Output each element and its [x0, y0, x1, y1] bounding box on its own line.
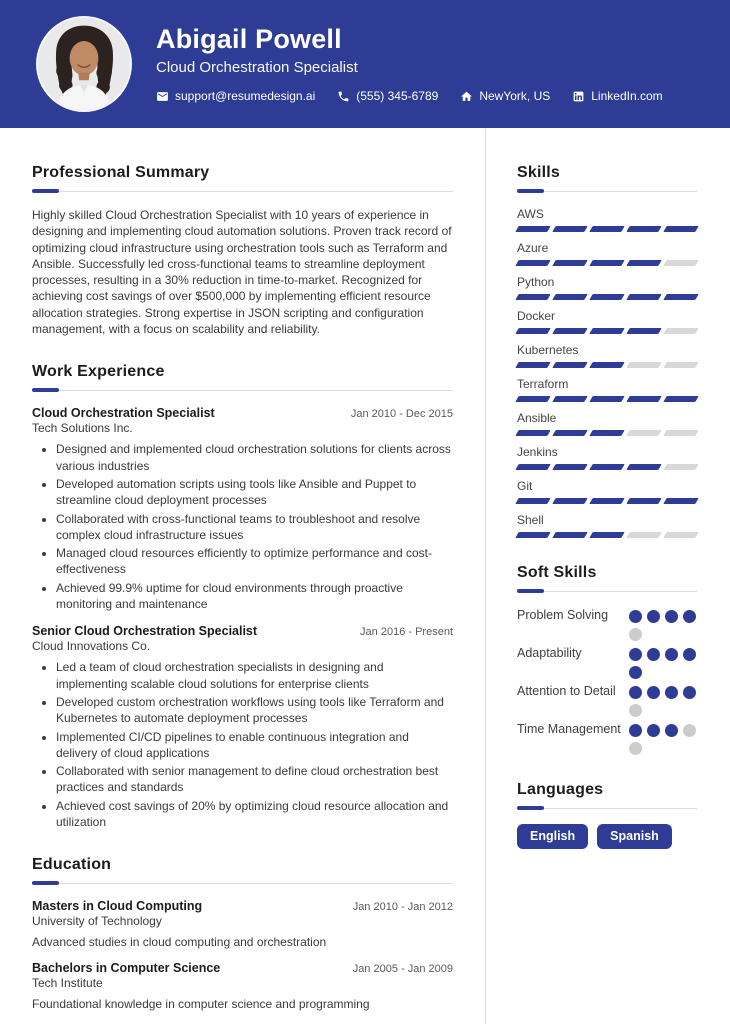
right-column: [485, 128, 730, 1024]
soft-skill-dots: [629, 645, 697, 679]
skill-bar-segment: [515, 396, 550, 402]
soft-skill-item: [517, 721, 697, 755]
contact-item[interactable]: [572, 89, 662, 103]
skill-bar-segment: [589, 362, 624, 368]
summary-text: Highly skilled Cloud Orchestration Specialist with 10 years of experience in designing and implementing cloud automation solutions. Proven track record of optimizing cloud infrastructure using orchestration tools such as Terraform and Ansible. Successfully led cross-functional teams to streamline deployment processes, resulting in a 30% reduction in time-to-market. Recognized for achieving cost savings of over $500,000 by implementing efficient resource allocation strategies. Strong expertise in JSON scripting and configuration management, with a focus on scalability and reliability.: [32, 208, 452, 337]
soft-skill-dots: [629, 683, 697, 717]
skill-level-bar: [517, 498, 697, 504]
soft-skill-dots: [629, 607, 697, 641]
soft-skill-dot: [629, 610, 642, 623]
language-badges: [517, 824, 697, 849]
soft-skill-dot: [683, 648, 696, 661]
skill-bar-segment: [515, 328, 550, 334]
skill-bar-segment: [589, 260, 624, 266]
skill-bar-segment: [552, 498, 587, 504]
soft-skill-name: Problem Solving: [517, 608, 609, 622]
skills-section: [517, 164, 697, 538]
skill-bar-segment: [589, 226, 624, 232]
skill-bar-segment: [663, 396, 698, 402]
language-badge: Spanish: [597, 824, 672, 849]
skill-bar-segment: [515, 294, 550, 300]
skill-name: AWS: [517, 207, 544, 221]
contact-row: [156, 89, 663, 103]
skill-bar-segment: [663, 532, 698, 538]
skill-name: Kubernetes: [517, 343, 579, 357]
section-divider: [32, 189, 453, 194]
experience-heading: Work Experience: [32, 363, 165, 381]
job-date: Jan 2010 - Dec 2015: [350, 408, 453, 421]
soft-skills-section: [517, 564, 697, 755]
left-column: [0, 128, 485, 1024]
skill-bar-segment: [515, 362, 550, 368]
skill-item: [517, 411, 697, 436]
job-header: [32, 406, 453, 420]
skill-name: Jenkins: [517, 445, 558, 459]
skill-bar-segment: [626, 294, 661, 300]
job-bullet: • Developed custom orchestration workflows using tools like Terraform and Kubernetes to automate deployment processes: [56, 694, 453, 727]
skill-level-bar: [517, 226, 697, 232]
skill-item: [517, 343, 697, 368]
contact-text: (555) 345-6789: [356, 89, 439, 104]
summary-section: [32, 164, 453, 337]
contact-item[interactable]: [156, 89, 315, 103]
skill-item: [517, 241, 697, 266]
soft-skill-item: [517, 607, 697, 641]
job-bullet: • Developed automation scripts using tools like Ansible and Puppet to streamline cloud deployment processes: [56, 476, 453, 509]
education-section: [32, 856, 453, 1011]
skill-bar-segment: [515, 498, 550, 504]
avatar: [36, 16, 132, 112]
soft-skill-dot: [629, 686, 642, 699]
degree-title: Masters in Cloud Computing: [32, 899, 203, 914]
contact-text: LinkedIn.com: [591, 89, 663, 104]
soft-skill-item: [517, 645, 697, 679]
skill-bar-segment: [663, 260, 698, 266]
job-header: [32, 624, 453, 638]
soft-skill-dot: [629, 628, 642, 641]
section-divider: [32, 388, 453, 393]
skill-item: [517, 513, 697, 538]
job-bullet: • Led a team of cloud orchestration specialists in designing and implementing scalable cloud solutions for enterprise clients: [56, 659, 453, 692]
education-entry: [32, 899, 453, 949]
email-icon: [156, 90, 169, 103]
school-name: Tech Institute: [32, 976, 103, 991]
soft-skill-dot: [665, 686, 678, 699]
job-bullet: • Collaborated with senior management to define cloud orchestration best practices and standards: [56, 763, 453, 796]
skill-bar-segment: [589, 430, 624, 436]
contact-text: support@resumedesign.ai: [175, 89, 316, 104]
section-divider: [32, 881, 453, 886]
soft-skill-dot: [629, 648, 642, 661]
skill-bar-segment: [663, 328, 698, 334]
skill-bar-segment: [552, 260, 587, 266]
skill-bar-segment: [663, 226, 698, 232]
skill-item: [517, 309, 697, 334]
job-bullets: [32, 659, 453, 830]
languages-section: [517, 781, 697, 849]
skill-bar-segment: [589, 498, 624, 504]
person-name: Abigail Powell: [156, 23, 342, 54]
contact-text: NewYork, US: [479, 89, 551, 104]
language-badge: English: [517, 824, 588, 849]
soft-skill-name: Attention to Detail: [517, 684, 616, 698]
education-heading: Education: [32, 856, 112, 874]
skill-bar-segment: [626, 260, 661, 266]
skill-name: Python: [517, 275, 555, 289]
job-bullet: • Achieved cost savings of 20% by optimizing cloud resource allocation and utilization: [56, 798, 453, 831]
avatar-photo: [38, 18, 130, 110]
skill-bar-segment: [663, 362, 698, 368]
degree-title: Bachelors in Computer Science: [32, 961, 221, 976]
skill-bar-segment: [663, 430, 698, 436]
contact-item[interactable]: [460, 89, 550, 103]
soft-skill-dot: [665, 648, 678, 661]
skill-bar-segment: [552, 396, 587, 402]
skill-bar-segment: [515, 430, 550, 436]
soft-skill-dot: [683, 686, 696, 699]
main-content: [0, 128, 730, 1024]
languages-heading: Languages: [517, 781, 604, 798]
skill-bar-segment: [589, 328, 624, 334]
skill-level-bar: [517, 532, 697, 538]
skill-bar-segment: [515, 260, 550, 266]
job-bullet: • Achieved 99.9% uptime for cloud environments through proactive monitoring and maintenance: [56, 580, 453, 613]
linkedin-icon: [572, 90, 585, 103]
job-entry: [32, 406, 453, 612]
skill-level-bar: [517, 464, 697, 470]
skill-name: Docker: [517, 309, 556, 323]
soft-skill-list: [517, 607, 697, 755]
skill-level-bar: [517, 430, 697, 436]
skill-name: Azure: [517, 241, 549, 255]
skill-bar-segment: [626, 362, 661, 368]
job-bullets: [32, 441, 453, 612]
skills-heading: Skills: [517, 164, 561, 181]
skill-bar-segment: [552, 328, 587, 334]
education-list: [32, 899, 453, 1011]
soft-skill-dot: [647, 610, 660, 623]
soft-skills-heading: Soft Skills: [517, 564, 597, 581]
skill-bar-segment: [515, 532, 550, 538]
skill-bar-segment: [552, 464, 587, 470]
skill-bar-segment: [626, 226, 661, 232]
school-name: University of Technology: [32, 914, 162, 929]
job-company: Cloud Innovations Co.: [32, 639, 151, 654]
summary-heading: Professional Summary: [32, 164, 210, 181]
education-date: Jan 2005 - Jan 2009: [352, 963, 453, 976]
skill-item: [517, 377, 697, 402]
skill-bar-segment: [626, 532, 661, 538]
job-title: Senior Cloud Orchestration Specialist: [32, 624, 258, 639]
skill-bar-segment: [663, 464, 698, 470]
skill-bar-segment: [589, 294, 624, 300]
soft-skill-dot: [629, 742, 642, 755]
job-list: [32, 406, 453, 830]
skill-level-bar: [517, 260, 697, 266]
soft-skill-dot: [683, 610, 696, 623]
section-divider: [517, 189, 697, 194]
soft-skill-dot: [629, 724, 642, 737]
soft-skill-item: [517, 683, 697, 717]
soft-skill-name: Time Management: [517, 722, 621, 736]
header: [0, 0, 730, 128]
skill-bar-segment: [552, 532, 587, 538]
home-icon: [460, 90, 473, 103]
skill-item: [517, 275, 697, 300]
job-bullet: • Implemented CI/CD pipelines to enable continuous integration and delivery of cloud applications: [56, 729, 453, 762]
soft-skill-dot: [629, 666, 642, 679]
skill-level-bar: [517, 362, 697, 368]
skill-bar-segment: [552, 362, 587, 368]
job-title: Cloud Orchestration Specialist: [32, 406, 215, 421]
soft-skill-dot: [647, 686, 660, 699]
skill-bar-segment: [663, 498, 698, 504]
skill-bar-segment: [552, 226, 587, 232]
skill-bar-segment: [589, 464, 624, 470]
skill-bar-segment: [552, 294, 587, 300]
job-entry: [32, 624, 453, 830]
skill-bar-segment: [626, 464, 661, 470]
skill-bar-segment: [515, 226, 550, 232]
skill-bar-segment: [589, 532, 624, 538]
soft-skill-dots: [629, 721, 697, 755]
skill-level-bar: [517, 294, 697, 300]
skill-name: Ansible: [517, 411, 557, 425]
skill-list: [517, 207, 697, 538]
job-company: Tech Solutions Inc.: [32, 421, 133, 436]
skill-bar-segment: [626, 498, 661, 504]
skill-name: Terraform: [517, 377, 569, 391]
section-divider: [517, 806, 697, 811]
skill-level-bar: [517, 328, 697, 334]
skill-bar-segment: [663, 294, 698, 300]
person-title: Cloud Orchestration Specialist: [156, 59, 358, 77]
soft-skill-dot: [647, 724, 660, 737]
soft-skill-name: Adaptability: [517, 646, 582, 660]
skill-item: [517, 207, 697, 232]
header-text: [156, 25, 663, 104]
soft-skill-dot: [665, 724, 678, 737]
job-date: Jan 2016 - Present: [360, 626, 453, 639]
contact-item[interactable]: [337, 89, 438, 103]
education-header: [32, 899, 453, 913]
soft-skill-dot: [647, 648, 660, 661]
job-bullet: • Collaborated with cross-functional teams to troubleshoot and resolve complex cloud infrastructure issues: [56, 511, 453, 544]
soft-skill-dot: [665, 610, 678, 623]
job-bullet: • Managed cloud resources efficiently to optimize performance and cost-effectiveness: [56, 545, 453, 578]
soft-skill-dot: [683, 724, 696, 737]
section-divider: [517, 589, 697, 594]
skill-item: [517, 479, 697, 504]
skill-name: Shell: [517, 513, 544, 527]
education-description: Advanced studies in cloud computing and orchestration: [32, 935, 327, 950]
education-description: Foundational knowledge in computer science and programming: [32, 997, 370, 1012]
skill-bar-segment: [626, 328, 661, 334]
skill-level-bar: [517, 396, 697, 402]
soft-skill-dot: [629, 704, 642, 717]
skill-bar-segment: [626, 396, 661, 402]
phone-icon: [337, 90, 350, 103]
job-bullet: • Designed and implemented cloud orchestration solutions for clients across various industries: [56, 441, 453, 474]
skill-item: [517, 445, 697, 470]
experience-section: [32, 363, 453, 830]
skill-bar-segment: [515, 464, 550, 470]
skill-bar-segment: [589, 396, 624, 402]
skill-bar-segment: [626, 430, 661, 436]
skill-name: Git: [517, 479, 533, 493]
skill-bar-segment: [552, 430, 587, 436]
education-date: Jan 2010 - Jan 2012: [352, 901, 453, 914]
education-entry: [32, 961, 453, 1011]
education-header: [32, 961, 453, 975]
